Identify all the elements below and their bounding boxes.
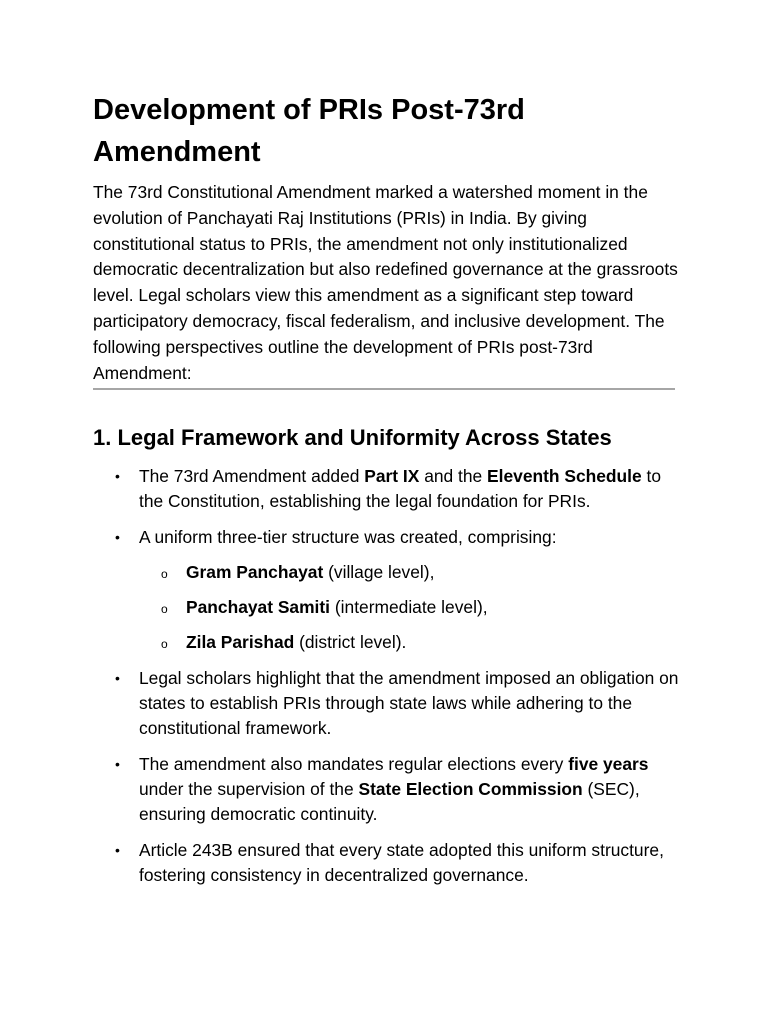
sub-item-zila-parishad: o Zila Parishad (district level). bbox=[139, 630, 683, 655]
sub-marker: o bbox=[161, 567, 168, 581]
sub-marker: o bbox=[161, 637, 168, 651]
bullet-item-elections bbox=[93, 752, 683, 827]
bullet-marker: • bbox=[115, 670, 120, 686]
bullet-text: Article 243B ensured that every state adopted this uniform structure, fostering consistency in decentralized governance. bbox=[139, 840, 664, 885]
sub-list bbox=[139, 560, 683, 655]
section-heading: 1. Legal Framework and Uniformity Across States bbox=[93, 425, 612, 450]
sub-item-panchayat-samiti: o Panchayat Samiti (intermediate level), bbox=[139, 595, 683, 620]
bullet-list bbox=[93, 464, 683, 899]
bold-term: State Election Commission bbox=[358, 779, 583, 799]
intro-paragraph: The 73rd Constitutional Amendment marked a watershed moment in the evolution of Panchayati Raj Institutions (PRIs) in India. By giving constitutional status to PRIs, the amendment not only institutionalized democratic decentralization but also redefined governance at the grassroots level. Legal scholars view this amendment as a significant step toward participatory democracy, fiscal federalism, and inclusive development. The following perspectives outline the development of PRIs post-73rd Amendment: bbox=[93, 182, 678, 383]
bold-term: Zila Parishad bbox=[186, 632, 295, 652]
bullet-item-part-ix bbox=[93, 464, 683, 514]
document-title: Development of PRIs Post-73rd Amendment bbox=[93, 94, 525, 168]
bold-term: five years bbox=[568, 754, 649, 774]
horizontal-divider bbox=[93, 388, 675, 390]
bold-term: Panchayat Samiti bbox=[186, 597, 331, 617]
bullet-marker: • bbox=[115, 842, 120, 858]
bullet-marker: • bbox=[115, 468, 120, 484]
bullet-item-legal-scholars bbox=[93, 666, 683, 741]
bold-term: Gram Panchayat bbox=[186, 562, 324, 582]
bullet-item-article-243b bbox=[93, 838, 683, 888]
sub-marker: o bbox=[161, 602, 168, 616]
bold-term: Eleventh Schedule bbox=[487, 466, 642, 486]
bullet-marker: • bbox=[115, 529, 120, 545]
bullet-text: The 73rd Amendment added Part IX and the Eleventh Schedule to the Constitution, establishing the legal foundation for PRIs. bbox=[139, 466, 662, 511]
bold-term: Part IX bbox=[364, 466, 420, 486]
bullet-text: A uniform three-tier structure was created, comprising: bbox=[139, 527, 557, 547]
bullet-item-three-tier bbox=[93, 525, 683, 655]
bullet-text: Legal scholars highlight that the amendment imposed an obligation on states to establish PRIs through state laws while adhering to the constitutional framework. bbox=[139, 668, 679, 738]
sub-item-gram-panchayat: o Gram Panchayat (village level), bbox=[139, 560, 683, 585]
bullet-text: The amendment also mandates regular elections every five years under the supervision of the State Election Commission (SEC), ensuring democratic continuity. bbox=[139, 754, 649, 824]
bullet-marker: • bbox=[115, 756, 120, 772]
